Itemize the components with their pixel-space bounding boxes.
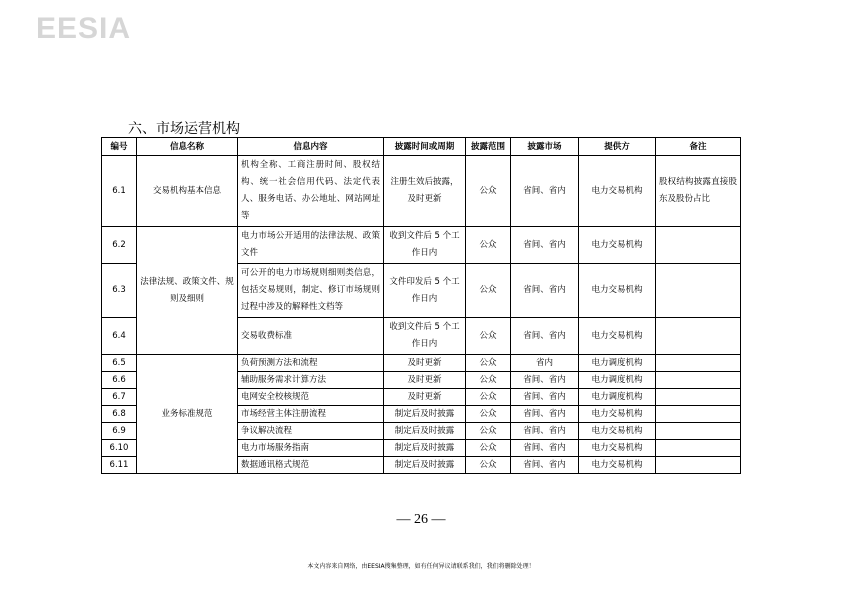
cell-content: 辅助服务需求计算方法 xyxy=(238,372,384,389)
cell-time: 收到文件后 5 个工作日内 xyxy=(384,227,466,264)
cell-provider: 电力交易机构 xyxy=(579,440,656,457)
cell-scope: 公众 xyxy=(466,423,511,440)
cell-content: 负荷预测方法和流程 xyxy=(238,355,384,372)
cell-id: 6.2 xyxy=(102,227,137,264)
cell-id: 6.11 xyxy=(102,457,137,474)
cell-note xyxy=(656,227,741,264)
cell-note xyxy=(656,264,741,318)
cell-content: 电网安全校核规范 xyxy=(238,389,384,406)
cell-scope: 公众 xyxy=(466,318,511,355)
cell-name: 交易机构基本信息 xyxy=(137,156,238,227)
eesia-logo: EESIA xyxy=(36,12,132,45)
cell-provider: 电力调度机构 xyxy=(579,372,656,389)
table-header-row xyxy=(102,138,741,156)
cell-market: 省内 xyxy=(511,355,579,372)
cell-name: 业务标准规范 xyxy=(137,355,238,474)
cell-scope: 公众 xyxy=(466,457,511,474)
cell-market: 省间、省内 xyxy=(511,372,579,389)
cell-id: 6.8 xyxy=(102,406,137,423)
cell-note xyxy=(656,372,741,389)
header-content: 信息内容 xyxy=(238,138,384,156)
cell-id: 6.1 xyxy=(102,156,137,227)
table-row xyxy=(102,355,741,372)
header-name: 信息名称 xyxy=(137,138,238,156)
cell-time: 制定后及时披露 xyxy=(384,457,466,474)
cell-content: 数据通讯格式规范 xyxy=(238,457,384,474)
cell-provider: 电力交易机构 xyxy=(579,264,656,318)
cell-scope: 公众 xyxy=(466,156,511,227)
cell-content: 机构全称、工商注册时间、股权结构、统一社会信用代码、法定代表人、服务电话、办公地址、网站网址等 xyxy=(238,156,384,227)
header-scope: 披露范围 xyxy=(466,138,511,156)
cell-id: 6.6 xyxy=(102,372,137,389)
header-time: 披露时间或周期 xyxy=(384,138,466,156)
section-title: 六、市场运营机构 xyxy=(128,121,240,137)
cell-market: 省间、省内 xyxy=(511,406,579,423)
page-number: — 26 — xyxy=(396,512,446,527)
cell-id: 6.10 xyxy=(102,440,137,457)
cell-content: 电力市场服务指南 xyxy=(238,440,384,457)
cell-note xyxy=(656,389,741,406)
cell-market: 省间、省内 xyxy=(511,264,579,318)
cell-note xyxy=(656,355,741,372)
cell-id: 6.9 xyxy=(102,423,137,440)
cell-time: 收到文件后 5 个工作日内 xyxy=(384,318,466,355)
cell-time: 制定后及时披露 xyxy=(384,406,466,423)
header-provider: 提供方 xyxy=(579,138,656,156)
cell-market: 省间、省内 xyxy=(511,318,579,355)
disclosure-table xyxy=(101,137,741,474)
header-id: 编号 xyxy=(102,138,137,156)
cell-provider: 电力调度机构 xyxy=(579,389,656,406)
cell-market: 省间、省内 xyxy=(511,457,579,474)
cell-content: 争议解决流程 xyxy=(238,423,384,440)
cell-provider: 电力调度机构 xyxy=(579,355,656,372)
cell-time: 制定后及时披露 xyxy=(384,440,466,457)
cell-scope: 公众 xyxy=(466,264,511,318)
cell-note xyxy=(656,457,741,474)
cell-note xyxy=(656,440,741,457)
cell-market: 省间、省内 xyxy=(511,389,579,406)
cell-content: 可公开的电力市场规则细则类信息，包括交易规则，制定、修订市场规则过程中涉及的解释性文档等 xyxy=(238,264,384,318)
cell-note xyxy=(656,406,741,423)
cell-id: 6.7 xyxy=(102,389,137,406)
cell-name: 法律法规、政策文件、规则及细则 xyxy=(137,227,238,355)
cell-market: 省间、省内 xyxy=(511,156,579,227)
cell-scope: 公众 xyxy=(466,406,511,423)
cell-content: 市场经营主体注册流程 xyxy=(238,406,384,423)
cell-content: 电力市场公开适用的法律法规、政策文件 xyxy=(238,227,384,264)
cell-provider: 电力交易机构 xyxy=(579,227,656,264)
cell-scope: 公众 xyxy=(466,227,511,264)
cell-provider: 电力交易机构 xyxy=(579,318,656,355)
cell-id: 6.4 xyxy=(102,318,137,355)
cell-provider: 电力交易机构 xyxy=(579,156,656,227)
cell-content: 交易收费标准 xyxy=(238,318,384,355)
cell-scope: 公众 xyxy=(466,389,511,406)
cell-time: 制定后及时披露 xyxy=(384,423,466,440)
cell-time: 文件印发后 5 个工作日内 xyxy=(384,264,466,318)
cell-provider: 电力交易机构 xyxy=(579,423,656,440)
cell-market: 省间、省内 xyxy=(511,227,579,264)
cell-note: 股权结构披露直接股东及股份占比 xyxy=(656,156,741,227)
cell-scope: 公众 xyxy=(466,372,511,389)
cell-id: 6.3 xyxy=(102,264,137,318)
header-market: 披露市场 xyxy=(511,138,579,156)
cell-time: 及时更新 xyxy=(384,355,466,372)
header-note: 备注 xyxy=(656,138,741,156)
cell-time: 及时更新 xyxy=(384,372,466,389)
cell-scope: 公众 xyxy=(466,355,511,372)
cell-note xyxy=(656,318,741,355)
cell-scope: 公众 xyxy=(466,440,511,457)
cell-time: 及时更新 xyxy=(384,389,466,406)
cell-market: 省间、省内 xyxy=(511,440,579,457)
table-row xyxy=(102,156,741,227)
cell-provider: 电力交易机构 xyxy=(579,406,656,423)
cell-note xyxy=(656,423,741,440)
cell-provider: 电力交易机构 xyxy=(579,457,656,474)
cell-market: 省间、省内 xyxy=(511,423,579,440)
footer-disclaimer: 本文内容来自网络，由EESIA搜集整理，如有任何异议请联系我们，我们将删除处理！ xyxy=(307,563,535,570)
cell-time: 注册生效后披露，及时更新 xyxy=(384,156,466,227)
cell-id: 6.5 xyxy=(102,355,137,372)
table-row xyxy=(102,227,741,264)
